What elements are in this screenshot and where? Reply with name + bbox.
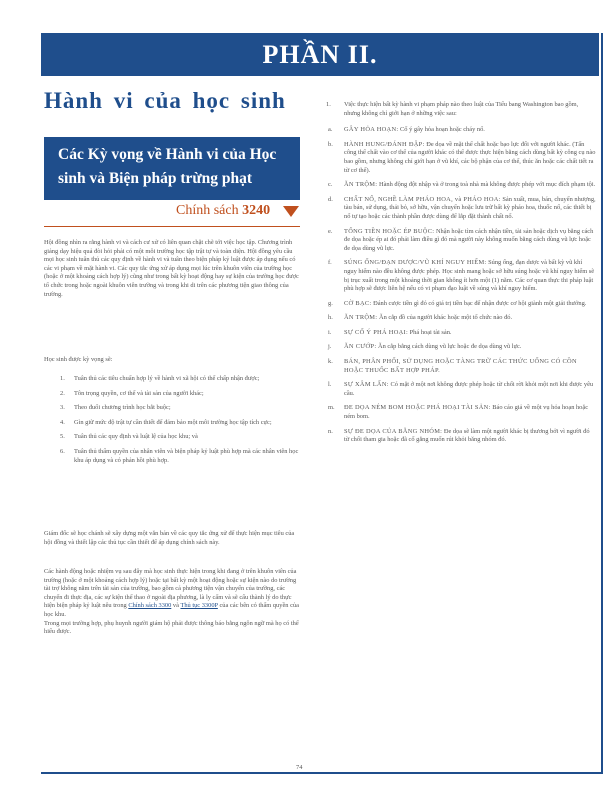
item-text: Có mặt ở một nơi không được phép hoặc từ chối rời khỏi một nơi khi được yêu cầu. (344, 381, 594, 397)
list-text: Gìn giữ mức độ trật tự cần thiết để đảm bảo một môi trường học tập tích cực; (74, 418, 272, 426)
policy-3300-link[interactable]: Chính sách 3300 (128, 602, 172, 610)
list-letter: h. (328, 314, 333, 322)
policy-label: Chính sách (176, 203, 239, 218)
list-text: Tôn trọng quyền, cơ thể và tài sản của người khác; (74, 389, 204, 397)
item-title: SỰ CỐ Ý PHÁ HOẠI: (344, 328, 409, 336)
item-text: Ăn cắp đồ của người khác hoặc một tổ chức nào đó. (377, 314, 513, 322)
intro-paragraph (44, 239, 300, 299)
paragraph (44, 568, 300, 620)
list-item (316, 126, 596, 135)
subheading-line-1: Các Kỳ vọng về Hành vi của Học (58, 146, 277, 163)
item-title: CỜ BẠC: (344, 299, 372, 307)
list-letter: d. (328, 195, 333, 203)
list-letter: l. (328, 381, 332, 389)
list-intro (316, 101, 596, 118)
list-letter: c. (328, 181, 333, 189)
item-title: SỰ XÂM LẤN: (344, 381, 389, 389)
list-text: Tuân thủ thẩm quyền của nhân viên và biện pháp kỷ luật phù hợp mà các nhân viên học khu áp dụng và có phản hồi phù hợp. (74, 447, 299, 464)
paragraph-text: Các hành động hoặc nhiệm vụ sau đây mà học sinh thực hiện trong khi đang ở trên khuôn viên của trường (hoặc ở một khoảng cách hợp lý) hoặc tại bất kỳ một hoạt động hoặc sự kiện nào do trường tài trợ không nằm trên tài sản của trường, bao gồm cả phương tiện vận chuyển của trường, các chuyến đi thực địa, các sự kiện thể thao ở ngoài địa phương, là ly cấm và sẽ cấu thành lý do thực hiện biện pháp kỷ luật nêu trong (44, 568, 297, 610)
item-text: Đe dọa về mặt thể chất hoặc bạo lực đối với người khác. (Tấn công thể chất vào cơ thể của người khác có thể được thực hiện bằng cách dùng bất kỳ công cụ nào bao gồm, nhưng không chỉ giới hạn ở vũ khí, các bộ phận của cơ thể, thúc ăn hoặc các chất tiết ra từ cơ thể). (344, 140, 596, 174)
list-item (316, 428, 596, 445)
item-text: Hành động đột nhập và ở trong toà nhà mà không được phép với mục đích phạm tội. (377, 181, 596, 189)
policy-heading (176, 203, 270, 219)
item-title: HÀNH HUNG/ĐÁNH ĐẬP: (344, 140, 425, 148)
item-text: Sản xuất, mua, bán, chuyển nhượng, tàu bán, sử dụng, thải bỏ, sở hữu, vận chuyển hoặc lưu trữ bất kỳ pháo hoa, thuốc nổ, các thiết bị nổ tự tạo hoặc các thành phần được dùng để lắp đặt thành chất nổ. (344, 195, 596, 220)
subheading-box (44, 137, 300, 200)
paragraph-end-text: của các bên có thẩm quyền của học khu. (44, 602, 299, 618)
list-item (316, 181, 596, 190)
list-letter: j. (328, 343, 332, 351)
paragraph: Hội đồng nhìn ra rằng hành vi và cách cư xử có liên quan chặt chẽ tới việc học tập. Chương trình giảng dạy hiệu quả đòi hỏi phải có một môi trường học tập trật tự và toàn diện. Hội đồng yêu cầu mọi học sinh tuân thủ các quy định về hành vi và tuân theo biện pháp kỷ luật được áp dụng nếu có các vi phạm về mặt hành vi. Các quy tắc ứng xử áp dụng mọi lúc trên khuôn viên của trường học (hoặc ở một khoảng cách hợp lý) cũng như trong bất kỳ hoạt động hay sự kiện của trường học được tổ chức trong hoặc ngoài khuôn viên trường và trong khi di trên các phương tiện giao thông của trường. (44, 239, 299, 298)
list-number: 2. (60, 389, 65, 397)
list-item (316, 343, 596, 352)
paragraph: Trong mọi trường hợp, phụ huynh người giám hộ phải được thông báo bằng ngôn ngữ mà họ có thể hiểu được. (44, 619, 299, 636)
list-item (44, 419, 300, 428)
list-item (316, 329, 596, 338)
list-item (316, 259, 596, 293)
list-text: Tuân thủ các quy định và luật lệ của học khu; và (74, 433, 198, 441)
paragraph: Giám đốc sẽ học chánh sẽ xây dựng một văn bản về các quy tắc ứng xử để thực hiện mục tiêu của hội đồng và thiết lập các thủ tục cần thiết để áp dụng chính sách này. (44, 530, 295, 546)
section-title: Hành vi của học sinh (44, 88, 286, 113)
triangle-down-icon (283, 206, 299, 217)
list-letter: k. (328, 358, 333, 366)
list-letter: i. (328, 328, 332, 336)
item-title: ĐE DỌA NÉM BOM HOẶC PHÁ HOẠI TÀI SẢN: (344, 404, 491, 412)
item-text: Cố ý gây hỏa hoạn hoặc cháy nổ. (398, 126, 485, 134)
part-banner (41, 33, 599, 76)
list-number: 1. (326, 101, 331, 108)
list-item (316, 300, 596, 309)
list-item (316, 404, 596, 421)
item-title: CHẤT NỔ, NGHỀ LÀM PHÁO HOA, và PHÁO HOA: (344, 195, 501, 203)
list-item (316, 196, 596, 222)
list-text: Theo đuổi chương trình học bắt buộc; (74, 404, 171, 412)
list-item (316, 314, 596, 323)
item-title: ĂN TRỘM: (344, 314, 378, 322)
list-item (44, 390, 300, 399)
expectations-list (44, 375, 300, 471)
list-item (44, 404, 300, 413)
list-intro (44, 356, 300, 365)
list-letter: a. (328, 126, 333, 134)
list-number: 4. (60, 418, 65, 426)
horizontal-rule (41, 772, 603, 774)
list-letter: g. (328, 299, 333, 307)
list-number: 5. (60, 433, 65, 441)
policy-number: 3240 (242, 203, 271, 218)
item-title: BÁN, PHÂN PHỐI, SỬ DỤNG HOẶC TÀNG TRỮ CÁC THỨC UỐNG CÓ CỒN HOẶC THUỐC BẤT HỢP PHÁP. (344, 358, 577, 374)
procedure-3300p-link[interactable]: Thủ tục 3300P (180, 602, 218, 610)
item-text: Súng ống, đạn dược và bất kỳ vũ khí nguy hiểm nào đều không được phép. Học sinh mang hoặc sở hữu súng hoặc vũ khí nguy hiểm sẽ bị trục xuất trong một khoảng thời gian không ít hơn một (1) năm. Các cơ quan thực thi pháp luật phù hợp sẽ được liên hệ nếu có vi phạm đạo luật về súng và khí nguy hiểm. (344, 259, 595, 293)
list-text: Tuân thủ các tiêu chuẩn hợp lý về hành vi xã hội có thể chấp nhận được; (74, 375, 260, 382)
item-text: Ăn cắp bằng cách dùng vũ lực hoặc đe dọa dùng vũ lực. (376, 343, 522, 351)
item-text: Báo cáo giả về một vụ hỏa hoạn hoặc ném bom. (344, 404, 589, 421)
list-item (316, 141, 596, 175)
item-title: TỐNG TIỀN HOẶC ÉP BUỘC: (344, 227, 435, 235)
item-title: SÚNG ỐNG/ĐẠN DƯỢC/VŨ KHÍ NGUY HIỂM: (344, 259, 487, 267)
item-text: Đe dọa sẽ làm một người khác bị thương bởi vì người đó từ chối tham gia hoặc đã cố gắng muốn rút khỏi băng nhóm đó. (344, 427, 590, 444)
subheading-line-2: sinh và Biện pháp trừng phạt (58, 170, 253, 187)
prohibited-acts-paragraph (44, 568, 300, 637)
list-letter: b. (328, 140, 333, 148)
list-item (44, 433, 300, 442)
item-text: Phá hoại tài sản. (408, 328, 452, 336)
list-item (44, 375, 300, 384)
and-text: và (172, 602, 179, 610)
policy-underline (44, 226, 300, 227)
list-item (316, 381, 596, 398)
vertical-rule (601, 33, 603, 773)
part-title: PHẦN II. (262, 40, 378, 69)
item-title: SỰ ĐE DỌA CỦA BĂNG NHÓM: (344, 427, 443, 435)
item-title: ĂN CƯỚP: (344, 343, 377, 351)
list-letter: e. (328, 227, 333, 235)
item-title: GÂY HỎA HOẠN: (344, 126, 399, 134)
list-number: 3. (60, 404, 65, 412)
paragraph: Học sinh được kỳ vọng sẽ: (44, 356, 113, 363)
item-title: ĂN TRỘM: (344, 181, 378, 189)
list-letter: f. (328, 259, 332, 267)
superintendent-paragraph (44, 530, 300, 547)
page-number: 74 (296, 764, 303, 771)
item-text: Nhận hoặc tìm cách nhận tiền, tài sản hoặc dịch vụ bằng cách đe dọa hoặc ép ai đó phải làm điều gì đó mà người này không muốn bằng cách dùng vũ lực hoặc đe dọa dùng vũ lực. (344, 227, 594, 252)
list-letter: n. (328, 427, 333, 435)
list-item (316, 358, 596, 375)
list-item (44, 448, 300, 465)
list-number: 6. (60, 447, 65, 455)
list-item (316, 228, 596, 254)
list-number: 1. (60, 375, 65, 382)
violations-list (316, 101, 596, 451)
list-letter: m. (328, 404, 335, 412)
list-text: Việc thực hiện bất kỳ hành vi phạm pháp nào theo luật của Tiểu bang Washington bao gồm, nhưng không chỉ giới hạn ở những việc sau: (344, 101, 579, 117)
item-text: Đánh cược tiền gì đó có giá trị tiền bạc để nhận được cơ hội giành một giải thưởng. (371, 299, 587, 307)
